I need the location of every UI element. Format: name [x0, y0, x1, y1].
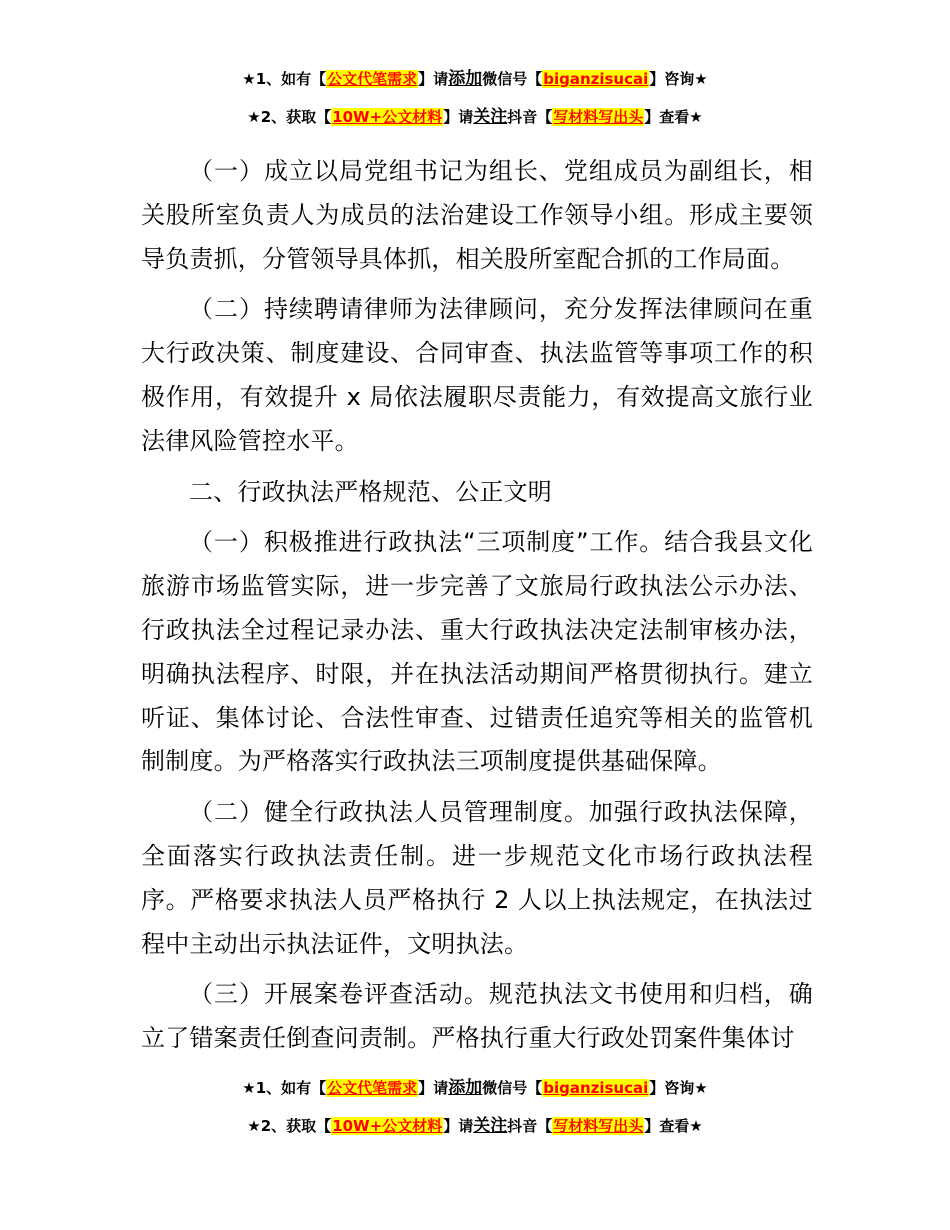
star-icon: ★: [689, 108, 703, 126]
star-icon: ★: [694, 1079, 708, 1097]
footer-line-2: ★2、获取【10W+公文材料】请关注抖音【写材料写出头】查看★: [247, 1116, 703, 1136]
highlight-wechat-id: biganzisucai: [543, 70, 649, 88]
paragraph-1: （一）成立以局党组书记为组长、党组成员为副组长，相关股所室负责人为成员的法治建设工作领导小组。形成主要领导负责抓，分管领导具体抓，相关股所室配合抓的工作局面。: [141, 157, 813, 273]
star-icon: ★: [689, 1117, 703, 1135]
header-line-1: ★1、如有【公文代笔需求】请添加微信号【biganzisucai】咨询★: [242, 69, 708, 89]
star-icon: ★: [247, 1117, 261, 1135]
document-body: [141, 150, 813, 1068]
paragraph-2: （二）持续聘请律师为法律顾问，充分发挥法律顾问在重大行政决策、制度建设、合同审查、执法监管等事项工作的积极作用，有效提升 x 局依法履职尽责能力，有效提高文旅行业法律风险管控水平。: [141, 295, 813, 455]
paragraph-5: （三）开展案卷评查活动。规范执法文书使用和归档，确立了错案责任倒查问责制。严格执行重大行政处罚案件集体讨: [141, 980, 813, 1053]
highlight-materials: 10W+公文材料: [332, 1117, 443, 1135]
footer-line-1: ★1、如有【公文代笔需求】请添加微信号【biganzisucai】咨询★: [242, 1078, 708, 1098]
highlight-douyin: 写材料写出头: [553, 1117, 644, 1135]
paragraph-3: （一）积极推进行政执法“三项制度”工作。结合我县文化旅游市场监管实际，进一步完善了文旅局行政执法公示办法、行政执法全过程记录办法、重大行政执法决定法制审核办法，明确执法程序、时限，并在执法活动期间严格贯彻执行。建立听证、集体讨论、合法性审查、过错责任追究等相关的监管机制制度。为严格落实行政执法三项制度提供基础保障。: [141, 528, 813, 776]
highlight-service: 公文代笔需求: [327, 1079, 418, 1097]
highlight-service: 公文代笔需求: [327, 70, 418, 88]
header-line-2: ★2、获取【10W+公文材料】请关注抖音【写材料写出头】查看★: [247, 107, 703, 127]
star-icon: ★: [242, 70, 256, 88]
highlight-douyin: 写材料写出头: [553, 108, 644, 126]
star-icon: ★: [694, 70, 708, 88]
star-icon: ★: [247, 108, 261, 126]
star-icon: ★: [242, 1079, 256, 1097]
paragraph-4: （二）健全行政执法人员管理制度。加强行政执法保障，全面落实行政执法责任制。进一步规范文化市场行政执法程序。严格要求执法人员严格执行 2 人以上执法规定，在执法过程中主动出示执法证件，文明执法。: [141, 798, 813, 958]
section-heading: 二、行政执法严格规范、公正文明: [189, 477, 552, 506]
highlight-materials: 10W+公文材料: [332, 108, 443, 126]
highlight-wechat-id: biganzisucai: [543, 1079, 649, 1097]
